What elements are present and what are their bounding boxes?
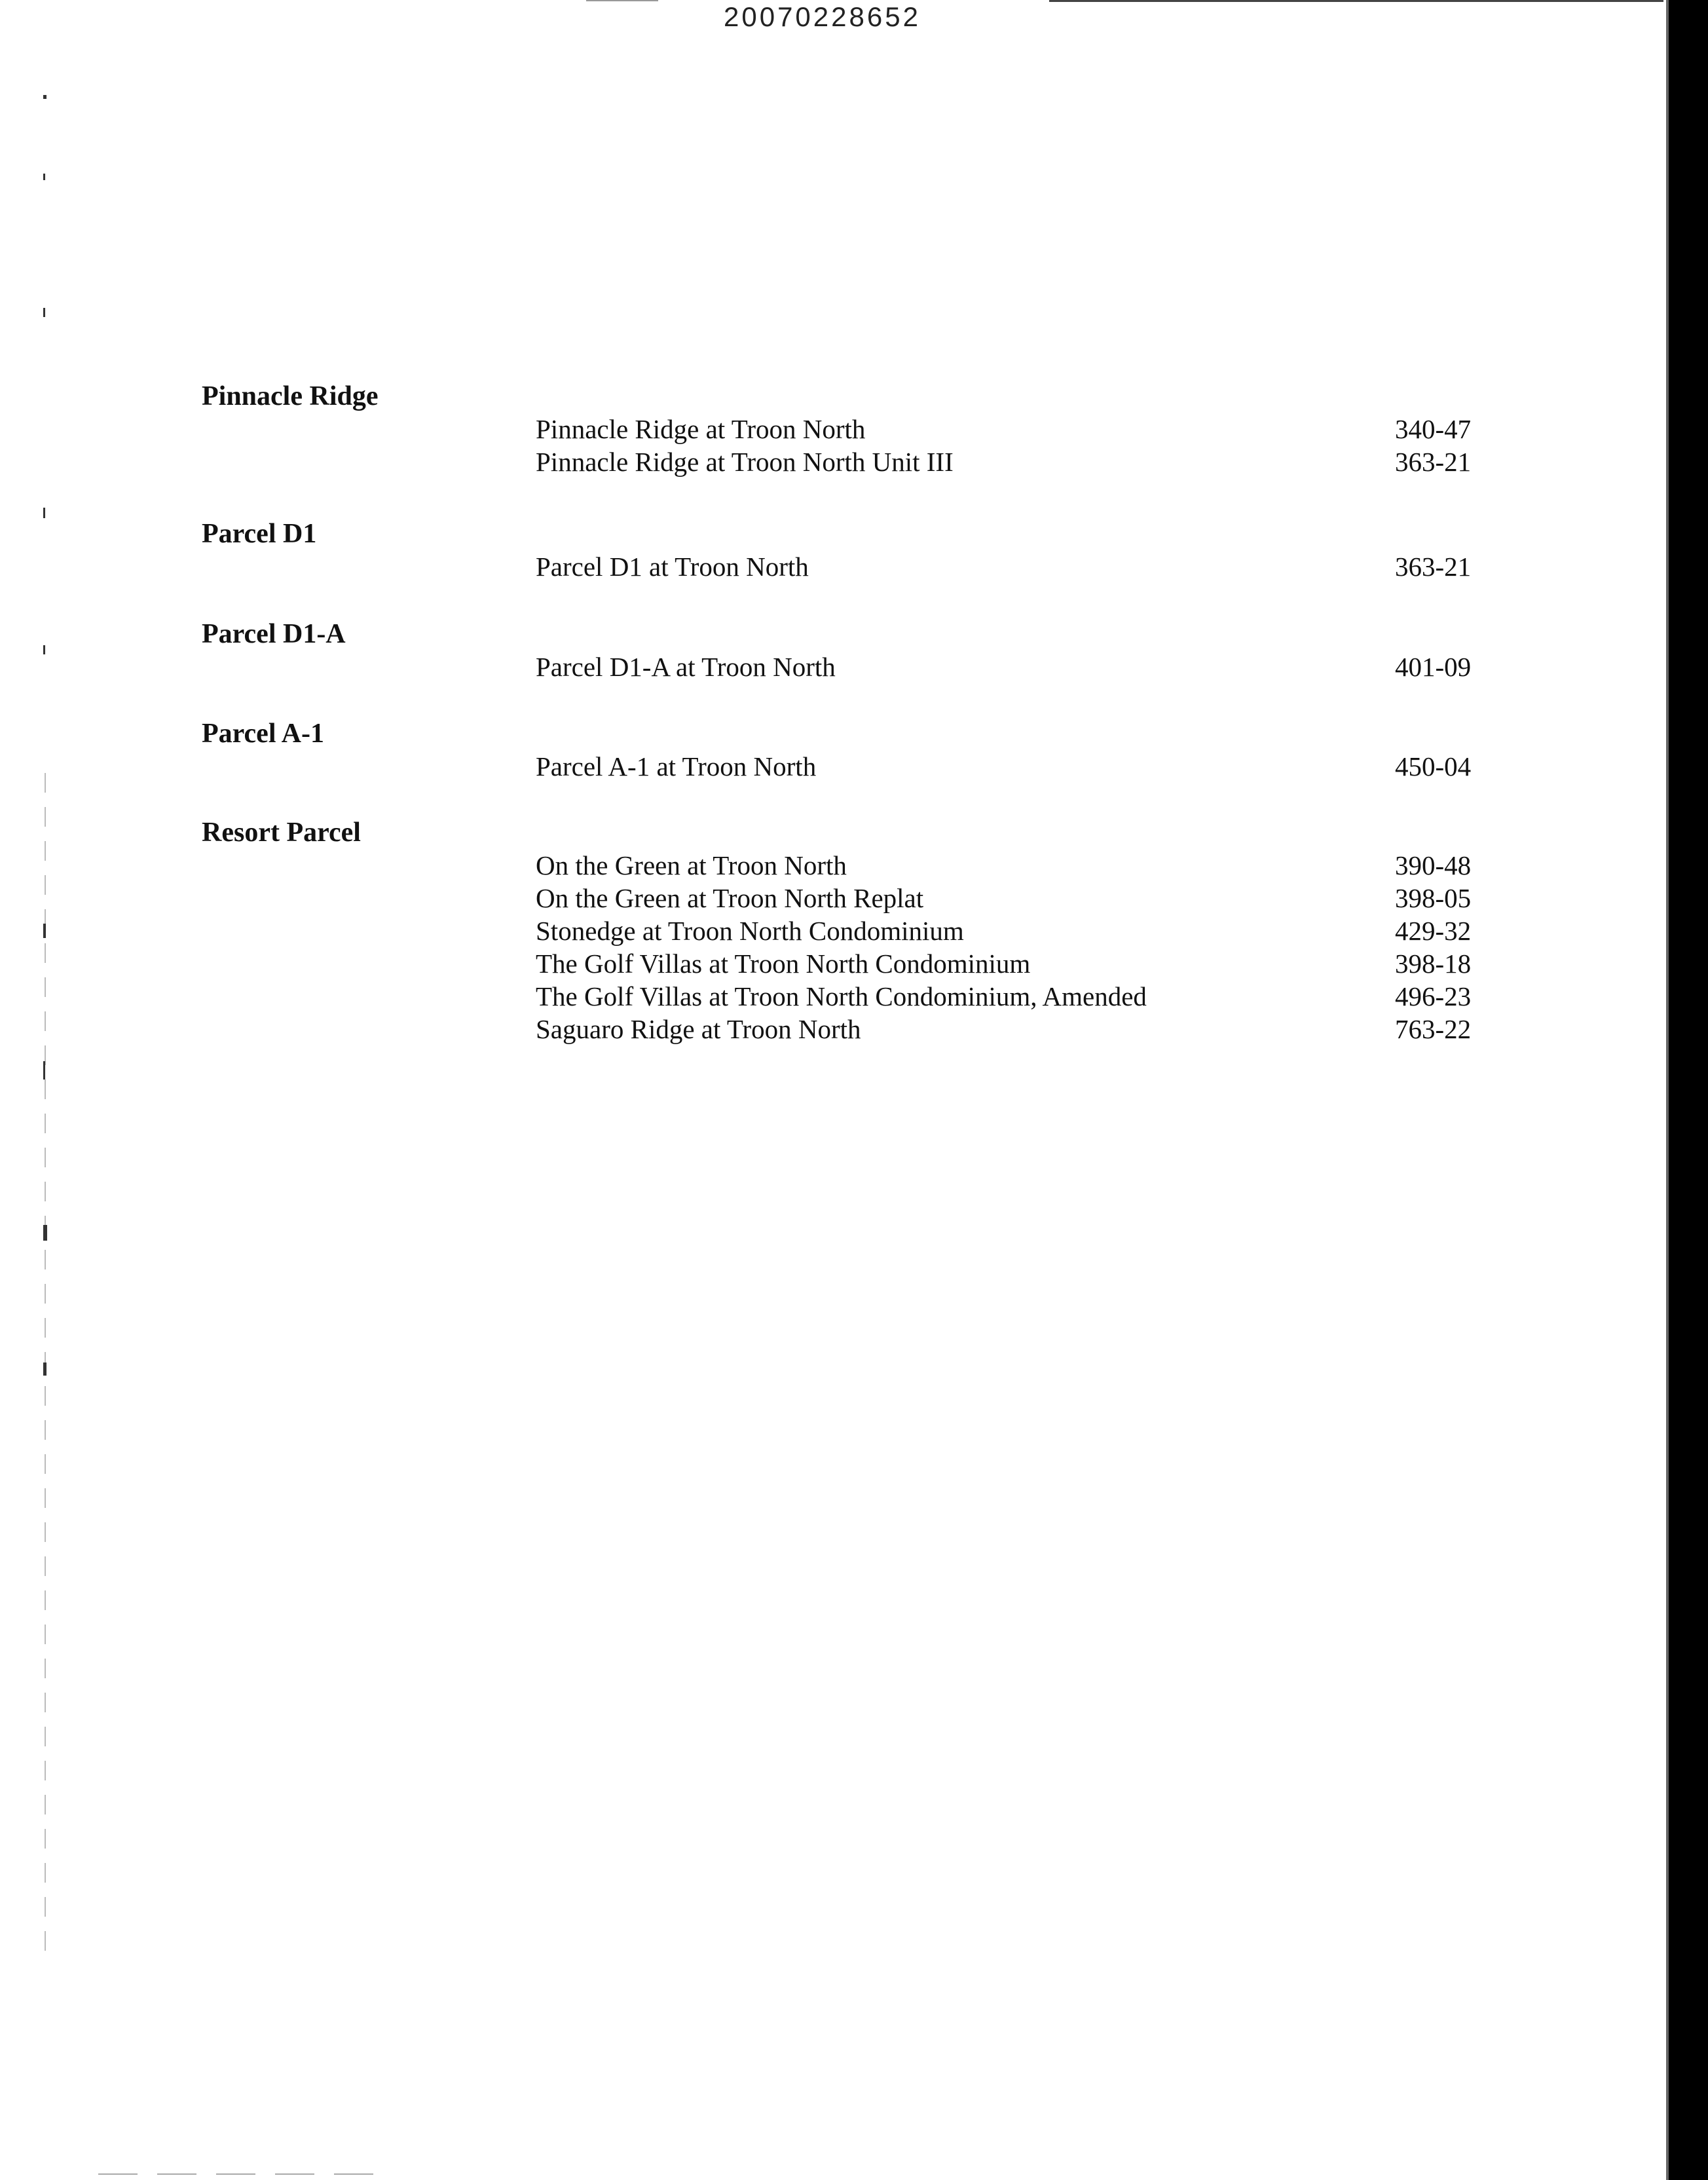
scan-artifact-top-rule xyxy=(1049,0,1663,2)
entry-name: Pinnacle Ridge at Troon North Unit III xyxy=(536,447,954,477)
entry-name: The Golf Villas at Troon North Condominium xyxy=(536,949,1031,979)
scan-artifact-left-mark xyxy=(43,174,45,180)
entry-number: 429-32 xyxy=(1395,916,1472,946)
entry-number: 763-22 xyxy=(1395,1014,1472,1044)
scan-artifact-bottom-rule xyxy=(98,2173,380,2175)
entry-name: Parcel D1-A at Troon North xyxy=(536,652,836,682)
scan-artifact-left-mark xyxy=(43,1362,46,1376)
scan-artifact-left-mark xyxy=(43,1225,47,1241)
scan-artifact-left-mark xyxy=(43,508,45,518)
entry-name: Parcel D1 at Troon North xyxy=(536,552,809,582)
document-number: 20070228652 xyxy=(724,1,921,32)
entry-number: 390-48 xyxy=(1395,850,1472,880)
entry-number: 450-04 xyxy=(1395,751,1472,781)
scan-artifact-left-mark xyxy=(43,645,45,654)
entry-number: 363-21 xyxy=(1395,447,1472,477)
section-title: Parcel D1 xyxy=(202,519,317,549)
scan-artifact-top-small xyxy=(586,0,658,1)
entry-name: On the Green at Troon North Replat xyxy=(536,883,924,913)
section-title: Resort Parcel xyxy=(202,817,361,848)
scan-artifact-left-mark xyxy=(43,1061,45,1080)
entry-number: 363-21 xyxy=(1395,552,1472,582)
section-title: Pinnacle Ridge xyxy=(202,381,379,411)
entry-number: 398-05 xyxy=(1395,883,1472,913)
section-title: Parcel A-1 xyxy=(202,719,324,749)
entry-name: On the Green at Troon North xyxy=(536,850,847,880)
scan-artifact-left-mark xyxy=(43,95,46,99)
scan-artifact-left-mark xyxy=(43,924,46,938)
scan-artifact-right-edge xyxy=(1669,0,1708,2180)
entry-name: The Golf Villas at Troon North Condominium, Amended xyxy=(536,981,1147,1011)
entry-number: 401-09 xyxy=(1395,652,1472,682)
entry-number: 496-23 xyxy=(1395,981,1472,1011)
entry-name: Stonedge at Troon North Condominium xyxy=(536,916,964,946)
entry-name: Pinnacle Ridge at Troon North xyxy=(536,414,866,444)
entry-number: 398-18 xyxy=(1395,949,1472,979)
scan-artifact-left-mark xyxy=(43,308,45,317)
entry-name: Saguaro Ridge at Troon North xyxy=(536,1014,861,1044)
entry-number: 340-47 xyxy=(1395,414,1472,444)
section-title: Parcel D1-A xyxy=(202,619,346,649)
entry-name: Parcel A-1 at Troon North xyxy=(536,751,817,781)
